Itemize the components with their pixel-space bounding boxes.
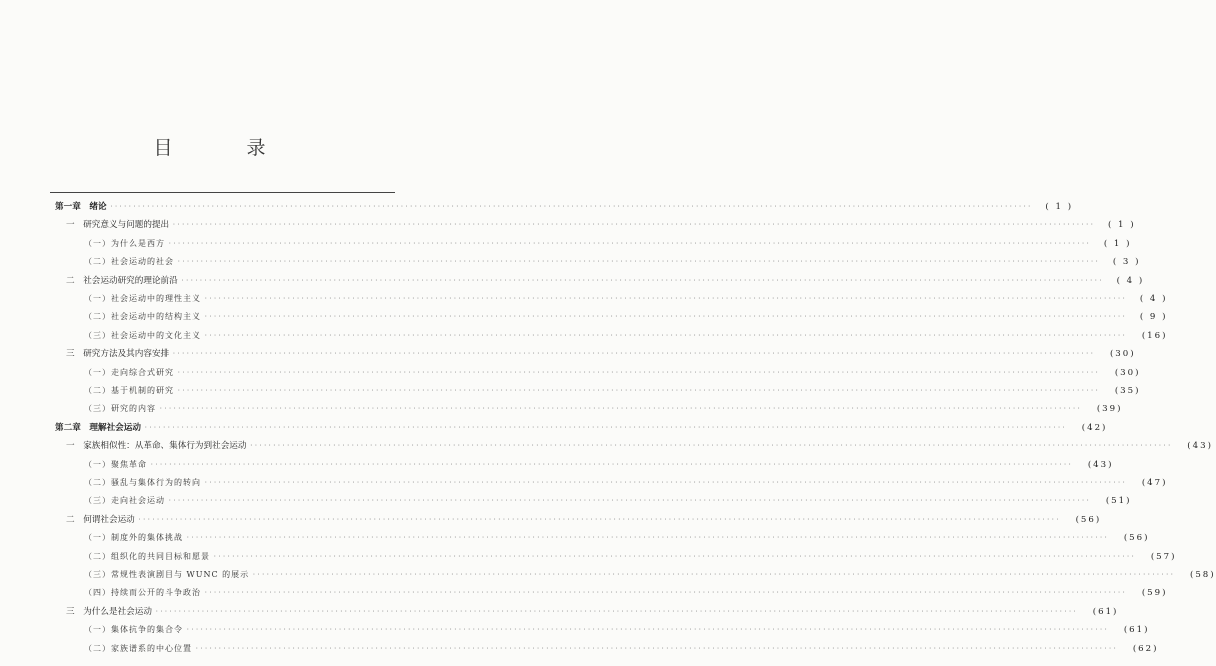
toc-subsection[interactable]	[0, 456, 1114, 474]
toc-page-number: (39)	[1096, 404, 1123, 415]
toc-subsection[interactable]	[0, 308, 1168, 326]
toc-page-number: (57)	[1150, 551, 1177, 562]
toc-page-number: (56)	[1075, 514, 1102, 525]
toc-subsection[interactable]	[0, 621, 1150, 639]
toc-entry-label: （二）社会运动中的结构主义	[84, 312, 201, 322]
toc-entry-label: （三）研究的内容	[84, 404, 156, 414]
toc-page-number: ( 4 )	[1116, 275, 1145, 286]
dot-leader: ········································································································································································································	[137, 515, 1061, 523]
toc-entry-label: 三 为什么是社会运动	[66, 606, 152, 617]
toc-page-number: ( 3 )	[1112, 257, 1141, 268]
toc-entry-label: （二）基于机制的研究	[84, 386, 174, 395]
toc-page-number: (43)	[1187, 441, 1213, 452]
toc-entry-label: 二 社会运动研究的理论前沿	[66, 275, 178, 286]
toc-section[interactable]	[0, 272, 1145, 290]
dot-leader: ········································································································································································································	[204, 479, 1127, 486]
toc-subsection[interactable]	[0, 253, 1141, 271]
toc-page-number: (62)	[1132, 643, 1159, 654]
dot-leader: ········································································································································································································	[180, 276, 1104, 284]
toc-entry-label: （一）聚焦革命	[84, 459, 147, 469]
dot-leader: ········································································································································································································	[150, 460, 1073, 468]
dot-leader: ········································································································································································································	[249, 442, 1172, 450]
dot-leader: ········································································································································································································	[177, 258, 1100, 266]
toc-section[interactable]	[0, 437, 1213, 455]
toc-page-number: (16)	[1141, 330, 1168, 341]
dot-leader: ········································································································································································································	[204, 589, 1127, 597]
toc-page-number: (56)	[1123, 533, 1150, 544]
toc-section[interactable]	[0, 603, 1119, 621]
toc-entry-label: 第二章 理解社会运动	[55, 422, 141, 433]
dot-leader: ········································································································································································································	[204, 313, 1127, 321]
toc-entry-label: （二）社会运动的社会	[84, 257, 174, 267]
toc-entry-label: （二）骚乱与集体行为的转向	[84, 478, 201, 487]
toc-entry-label: （一）社会运动中的理性主义	[84, 294, 201, 303]
toc-entry-label: （一）制度外的集体挑战	[84, 533, 183, 543]
toc-page-number: (47)	[1141, 478, 1168, 488]
toc-page-number: (30)	[1109, 349, 1136, 360]
toc-section[interactable]	[0, 216, 1136, 234]
toc-page-number: (59)	[1141, 588, 1168, 599]
dot-leader: ········································································································································································································	[186, 534, 1109, 542]
page-title: 目 录	[153, 137, 300, 159]
toc-subsection[interactable]	[0, 584, 1168, 602]
toc-page-number: ( 1 )	[1045, 202, 1074, 212]
toc-entry-label: （三）走向社会运动	[84, 496, 165, 506]
toc-page-number: (61)	[1123, 625, 1150, 636]
toc-entry-label: 一 家族相似性：从革命、集体行为到社会运动	[66, 441, 247, 452]
toc-subsection[interactable]	[0, 566, 1216, 584]
toc-entry-label: （四）持续而公开的斗争政治	[84, 588, 201, 598]
dot-leader: ········································································································································································································	[168, 497, 1091, 505]
toc-subsection[interactable]	[0, 235, 1132, 253]
toc-page-number: (35)	[1114, 386, 1141, 396]
toc-entry-label: 第一章 绪论	[55, 202, 107, 212]
toc-section[interactable]	[0, 345, 1136, 363]
toc-subsection[interactable]	[0, 364, 1141, 382]
dot-leader: ········································································································································································································	[154, 607, 1078, 615]
toc-page-number: (61)	[1092, 606, 1119, 617]
toc-subsection[interactable]	[0, 290, 1168, 308]
dot-leader: ········································································································································································································	[252, 571, 1175, 578]
toc-page-number: ( 4 )	[1139, 294, 1168, 304]
toc-entry-label: （二）家族谱系的中心位置	[84, 643, 192, 653]
toc-entry-label: 三 研究方法及其内容安排	[66, 349, 170, 360]
toc-page-number: (51)	[1105, 496, 1132, 507]
toc-entry-label: （一）走向综合式研究	[84, 367, 174, 377]
toc-subsection[interactable]	[0, 529, 1150, 547]
toc-entry-label: 一 研究意义与问题的提出	[66, 220, 170, 231]
toc-subsection[interactable]	[0, 492, 1132, 510]
dot-leader: ········································································································································································································	[143, 423, 1067, 431]
toc-page-number: (30)	[1114, 367, 1141, 378]
dot-leader: ········································································································································································································	[204, 331, 1127, 339]
dot-leader: ········································································································································································································	[109, 203, 1033, 210]
toc-entry-label: （三）常规性表演剧目与 WUNC 的展示	[84, 570, 250, 579]
toc-entry-label: （一）集体抗争的集合令	[84, 625, 183, 635]
toc-entry-label: （二）组织化的共同目标和愿景	[84, 551, 210, 561]
toc-chapter[interactable]	[0, 419, 1108, 437]
dot-leader: ········································································································································································································	[159, 405, 1082, 413]
toc-entry-label: 二 何谓社会运动	[66, 514, 135, 525]
toc-page-number: (43)	[1087, 459, 1114, 470]
toc-page-number: (58)	[1189, 570, 1216, 580]
dot-leader: ········································································································································································································	[177, 368, 1100, 376]
dot-leader: ········································································································································································································	[168, 239, 1091, 247]
toc-entry-label: （一）为什么是西方	[84, 238, 165, 248]
toc-page-number: (42)	[1081, 422, 1108, 433]
toc-page-number: ( 1 )	[1103, 238, 1132, 249]
toc-subsection[interactable]	[0, 640, 1159, 658]
dot-leader: ········································································································································································································	[213, 552, 1136, 560]
toc-section[interactable]	[0, 511, 1102, 529]
dot-leader: ········································································································································································································	[172, 221, 1095, 229]
dot-leader: ········································································································································································································	[204, 295, 1127, 302]
dot-leader: ········································································································································································································	[177, 387, 1100, 394]
toc-subsection[interactable]	[0, 548, 1177, 566]
dot-leader: ········································································································································································································	[186, 626, 1109, 634]
toc-subsection[interactable]	[0, 474, 1168, 492]
toc-chapter[interactable]	[0, 198, 1074, 216]
toc-subsection[interactable]	[0, 327, 1168, 345]
dot-leader: ········································································································································································································	[195, 644, 1118, 652]
toc-subsection[interactable]	[0, 382, 1141, 400]
toc-subsection[interactable]	[0, 400, 1123, 418]
toc-entry-label: （三）社会运动中的文化主义	[84, 330, 201, 340]
toc-page-number: ( 9 )	[1139, 312, 1168, 323]
dot-leader: ········································································································································································································	[172, 350, 1095, 358]
title-rule	[50, 192, 395, 193]
toc-page-number: ( 1 )	[1107, 220, 1136, 231]
